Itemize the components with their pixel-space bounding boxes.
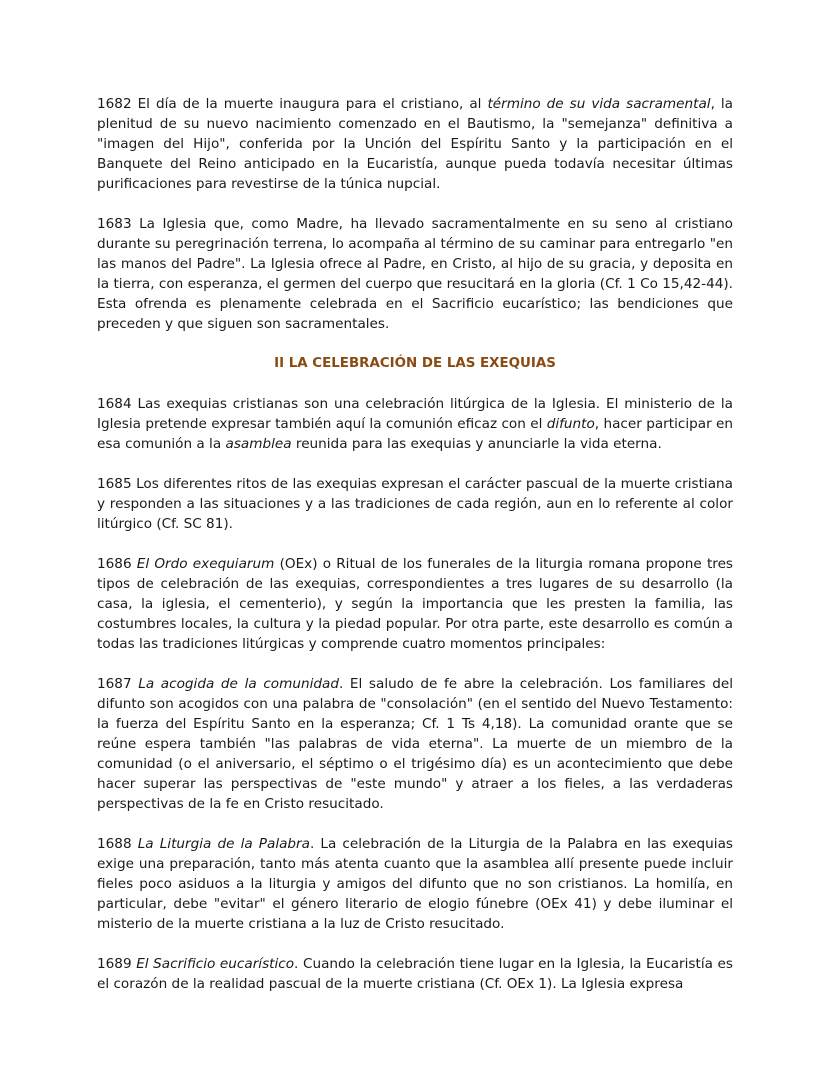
italic-text: difunto [546, 416, 595, 432]
italic-text: El Ordo exequiarum [136, 556, 275, 572]
paragraph-1688 [97, 834, 733, 934]
paragraph-text: . La celebración de la Liturgia de la Palabra en las exequias exige una preparación, tanto más atenta cuanto que la asamblea allí presente puede incluir fieles poco asiduos a la liturgia y amigos del difunto que no son cristianos. La homilía, en particular, debe "evitar" el género literario de elogio fúnebre (OEx 41) y debe iluminar el misterio de la muerte cristiana a la luz de Cristo resucitado. [97, 836, 733, 932]
paragraph-1685 [97, 474, 733, 534]
paragraph-1682 [97, 94, 733, 194]
paragraph-text: 1689 [97, 956, 137, 972]
paragraph-text: 1684 Las exequias cristianas son una celebración litúrgica de la Iglesia. El ministerio de la Iglesia pretende expresar también aquí la comunión eficaz con el [97, 396, 733, 432]
paragraph-text: 1686 [97, 556, 137, 572]
paragraph-text: . El saludo de fe abre la celebración. Los familiares del difunto son acogidos con una palabra de "consolación" (en el sentido del Nuevo Testamento: la fuerza del Espíritu Santo en la esperanza; Cf. 1 Ts 4,18). La comunidad orante que se reúne espera también "las palabras de vida eterna". La muerte de un miembro de la comunidad (o el aniversario, el séptimo o el trigésimo día) es un acontecimiento que debe hacer superar las perspectivas de "este mundo" y atraer a los fieles, a las verdaderas perspectivas de la fe en Cristo resucitado. [97, 676, 733, 812]
paragraph-text: 1685 Los diferentes ritos de las exequias expresan el carácter pascual de la muerte cristiana y responden a las situaciones y a las tradiciones de cada región, aun en lo referente al color litúrgico (Cf. SC 81). [97, 476, 733, 532]
italic-text: asamblea [225, 436, 292, 452]
italic-text: término de su vida sacramental [487, 96, 711, 112]
paragraph-text: , hacer participar en esa comunión a la [97, 416, 733, 452]
section-intro [97, 94, 733, 334]
section-heading: II LA CELEBRACIÓN DE LAS EXEQUIAS [274, 356, 556, 371]
italic-text: La Liturgia de la Palabra [137, 836, 310, 852]
paragraph-text: 1687 [97, 676, 139, 692]
paragraph-text: . Cuando la celebración tiene lugar en la Iglesia, la Eucaristía es el corazón de la realidad pascual de la muerte cristiana (Cf. OEx 1). La Iglesia expresa [97, 956, 733, 992]
paragraph-text: 1688 [97, 836, 138, 852]
italic-text: La acogida de la comunidad [138, 676, 339, 692]
document-page [97, 94, 733, 1014]
paragraph-1684 [97, 394, 733, 454]
section-exequias [97, 394, 733, 994]
paragraph-text: reunida para las exequias y anunciarle la vida eterna. [291, 436, 662, 452]
paragraph-text: , la plenitud de su nuevo nacimiento comenzado en el Bautismo, la "semejanza" definitiva a "imagen del Hijo", conferida por la Unción del Espíritu Santo y la participación en el Banquete del Reino anticipado en la Eucaristía, aunque pueda todavía necesitar últimas purificaciones para revestirse de la túnica nupcial. [97, 96, 734, 192]
paragraph-text: (OEx) o Ritual de los funerales de la liturgia romana propone tres tipos de celebración de las exequias, correspondientes a tres lugares de su desarrollo (la casa, la iglesia, el cementerio), y según la importancia que les presten la familia, las costumbres locales, la cultura y la piedad popular. Por otra parte, este desarrollo es común a todas las tradiciones litúrgicas y comprende cuatro momentos principales: [97, 556, 734, 652]
paragraph-1687 [97, 674, 733, 814]
paragraph-text: 1682 El día de la muerte inaugura para el cristiano, al [97, 96, 488, 112]
paragraph-1689 [97, 954, 733, 994]
paragraph-1683 [97, 214, 733, 334]
paragraph-text: 1683 La Iglesia que, como Madre, ha llevado sacramentalmente en su seno al cristiano durante su peregrinación terrena, lo acompaña al término de su caminar para entregarlo "en las manos del Padre". La Iglesia ofrece al Padre, en Cristo, al hijo de su gracia, y deposita en la tierra, con esperanza, el germen del cuerpo que resucitará en la gloria (Cf. 1 Co 15,42-44). Esta ofrenda es plenamente celebrada en el Sacrificio eucarístico; las bendiciones que preceden y que siguen son sacramentales. [97, 216, 733, 332]
paragraph-1686 [97, 554, 733, 654]
italic-text: El Sacrificio eucarístico [136, 956, 295, 972]
